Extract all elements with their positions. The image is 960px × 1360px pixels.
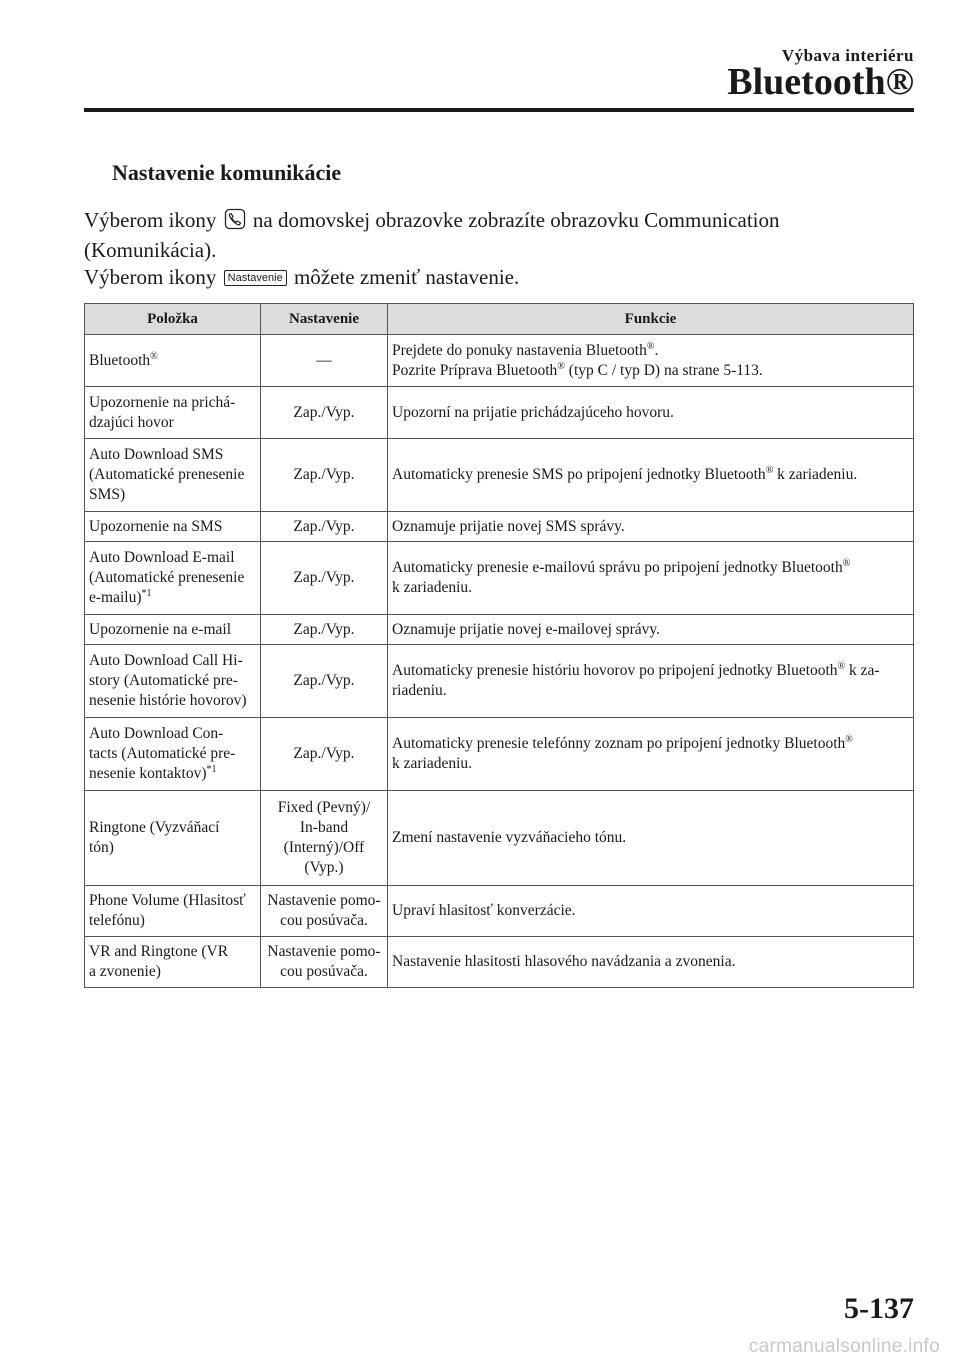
cell-setting: — <box>261 335 388 387</box>
cell-function: Zmení nastavenie vyzváňacieho tónu. <box>388 791 914 886</box>
cell-function: Automaticky prenesie telefónny zoznam po pripojení jednotky Bluetooth® k zariadeniu. <box>388 718 914 791</box>
cell-setting: Fixed (Pevný)/ In-band (Interný)/Off (Vyp.) <box>261 791 388 886</box>
cell-setting: Zap./Vyp. <box>261 615 388 645</box>
table-row <box>85 645 914 718</box>
table-row <box>85 439 914 512</box>
cell-item: Bluetooth® <box>85 335 261 387</box>
table-row <box>85 886 914 937</box>
nastavenie-button-icon: Nastavenie <box>224 270 287 286</box>
cell-item: Auto Download E-mail (Automatické prenesenie e-mailu)$^{*1}$ <box>85 542 261 615</box>
cell-item: Auto Download Call Hi- story (Automatické pre- nesenie histórie hovorov) <box>85 645 261 718</box>
cell-setting: Nastavenie pomo- cou posúvača. <box>261 886 388 937</box>
cell-function: Oznamuje prijatie novej SMS správy. <box>388 512 914 542</box>
intro-text: na domovskej obrazovke zobrazíte obrazovku Communication <box>252 208 780 232</box>
cell-function: Upozorní na prijatie prichádzajúceho hovoru. <box>388 387 914 439</box>
section-heading: Nastavenie komunikácie <box>112 160 342 185</box>
table-row <box>85 937 914 988</box>
cell-setting: Zap./Vyp. <box>261 512 388 542</box>
header-rule <box>84 108 914 112</box>
cell-item: Ringtone (Vyzváňací tón) <box>85 791 261 886</box>
settings-table <box>84 303 914 988</box>
table-header-row <box>85 304 914 335</box>
column-header-function: Funkcie <box>388 304 914 335</box>
cell-item: Upozornenie na e-mail <box>85 615 261 645</box>
chapter-subtitle: Výbava interiéru <box>781 46 914 65</box>
cell-item: VR and Ringtone (VR a zvonenie) <box>85 937 261 988</box>
page-number: 5-137 <box>844 1292 914 1325</box>
intro-text: Výberom ikony <box>84 265 217 289</box>
cell-function: Automaticky prenesie históriu hovorov po pripojení jednotky Bluetooth® k za- riadeniu. <box>388 645 914 718</box>
intro-paragraph-1-line-2: (Komunikácia). <box>84 238 217 262</box>
intro-paragraph-2 <box>84 262 519 292</box>
intro-text: môžete zmeniť nastavenie. <box>293 265 520 289</box>
column-header-item: Položka <box>85 304 261 335</box>
cell-setting: Zap./Vyp. <box>261 542 388 615</box>
cell-setting: Zap./Vyp. <box>261 718 388 791</box>
cell-setting: Zap./Vyp. <box>261 645 388 718</box>
intro-paragraph-1 <box>84 205 780 235</box>
cell-function: Upraví hlasitosť konverzácie. <box>388 886 914 937</box>
table-row <box>85 512 914 542</box>
table-row <box>85 615 914 645</box>
cell-function: Nastavenie hlasitosti hlasového navádzania a zvonenia. <box>388 937 914 988</box>
cell-function: Automaticky prenesie e-mailovú správu po pripojení jednotky Bluetooth® k zariadeniu. <box>388 542 914 615</box>
cell-item: Upozornenie na SMS <box>85 512 261 542</box>
table-body <box>85 335 914 988</box>
cell-item: Auto Download SMS (Automatické prenesenie SMS) <box>85 439 261 512</box>
chapter-title: Bluetooth® <box>727 61 914 103</box>
intro-text: Výberom ikony <box>84 208 217 232</box>
cell-setting: Zap./Vyp. <box>261 439 388 512</box>
cell-setting: Nastavenie pomo- cou posúvača. <box>261 937 388 988</box>
table-row <box>85 542 914 615</box>
table-row <box>85 387 914 439</box>
cell-function: Prejdete do ponuky nastavenia Bluetooth®. Pozrite Príprava Bluetooth® (typ C / typ D) na strane 5-113. <box>388 335 914 387</box>
cell-item: Upozornenie na prichá- dzajúci hovor <box>85 387 261 439</box>
table-row <box>85 335 914 387</box>
phone-icon <box>224 208 246 230</box>
watermark: carmanualsonline.info <box>748 1336 940 1357</box>
table-row <box>85 718 914 791</box>
cell-function: Oznamuje prijatie novej e-mailovej správy. <box>388 615 914 645</box>
column-header-setting: Nastavenie <box>261 304 388 335</box>
cell-item: Auto Download Con- tacts (Automatické pre- nesenie kontaktov)$^{*1}$ <box>85 718 261 791</box>
cell-function: Automaticky prenesie SMS po pripojení jednotky Bluetooth® k zariadeniu. <box>388 439 914 512</box>
cell-item: Phone Volume (Hlasitosť telefónu) <box>85 886 261 937</box>
table-row <box>85 791 914 886</box>
cell-setting: Zap./Vyp. <box>261 387 388 439</box>
